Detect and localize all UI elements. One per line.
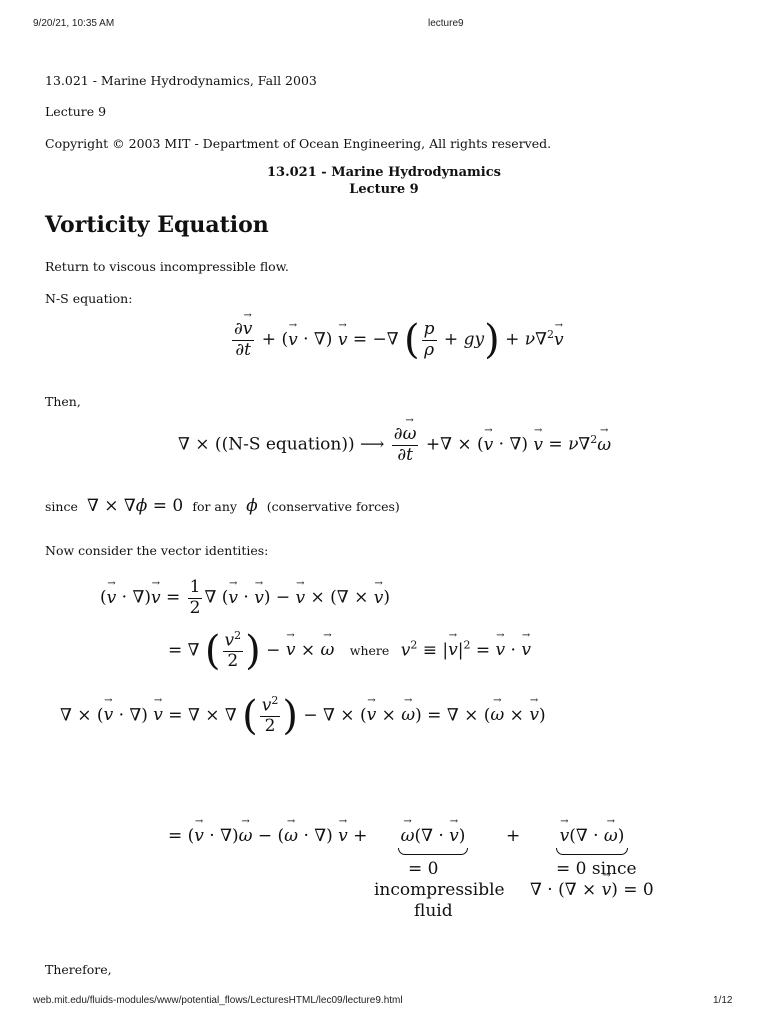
div-curl-zero: ∇ · (∇ × v →) = 0 xyxy=(530,880,654,900)
paragraph-therefore: Therefore, xyxy=(45,962,112,977)
incompressible-label: incompressible xyxy=(374,880,505,900)
identity-1: (v → · ∇)v → = $\frac{1}{2}$ ∇ (v → · v →) − v → × (∇ × v →) xyxy=(100,578,390,618)
eq-zero-label: = 0 xyxy=(408,859,439,879)
ns-label: (N-S equation) xyxy=(221,434,348,455)
fluid-label: fluid xyxy=(414,901,453,921)
print-title: lecture9 xyxy=(428,18,464,29)
copyright-line: Copyright © 2003 MIT - Department of Ocean Engineering, All rights reserved. xyxy=(45,136,552,151)
term-omega-div-v: ω →(∇ · v →) xyxy=(398,826,468,855)
print-datetime: 9/20/21, 10:35 AM xyxy=(33,18,115,29)
course-line: 13.021 - Marine Hydrodynamics, Fall 2003 xyxy=(45,73,317,88)
conservative-text: (conservative forces) xyxy=(266,499,400,514)
footer-url: web.mit.edu/fluids-modules/www/potential_flows/LecturesHTML/lec09/lecture9.html xyxy=(33,995,403,1006)
for-any-text: for any xyxy=(192,499,237,514)
footer-page: 1/12 xyxy=(713,995,733,1006)
paragraph-viscous: Return to viscous incompressible flow. xyxy=(45,259,289,274)
paragraph-then: Then, xyxy=(45,394,81,409)
since-line: since ∇ × ∇ϕ = 0 for any ϕ (conservative forces) xyxy=(45,496,400,516)
paragraph-identities: Now consider the vector identities: xyxy=(45,543,269,558)
expansion-line: = (v → · ∇)ω → − (ω → · ∇) v → + xyxy=(168,826,367,846)
since-text: since xyxy=(45,499,78,514)
center-title-1: 13.021 - Marine Hydrodynamics xyxy=(267,165,501,180)
identity-2: = ∇ ( $\frac{v^2}{2}$ ) − v → × ω → where $v^2 \equiv |v \to|^2 = v$ → · v → xyxy=(168,630,531,672)
center-title-2: Lecture 9 xyxy=(349,182,419,197)
plus-sign: + xyxy=(506,826,521,846)
where-text: where xyxy=(349,643,390,659)
lecture-line: Lecture 9 xyxy=(45,104,107,119)
identity-3: ∇ × (v → · ∇) v → = ∇ × ∇ ( $\frac{v^2}{2}$ ) − ∇ × (v → × ω →) = ∇ × (ω → × v →) xyxy=(60,695,546,737)
ns-equation: $\frac{\partial v \to}{\partial t}$ + (v → · ∇) v → = −∇ ( $\frac{p}{\rho}$ + gy) + ν∇$^2$v → xyxy=(230,320,564,360)
zero-since-label: = 0 since xyxy=(556,859,637,879)
vorticity-equation: ∇ × ((N-S equation)) ⟶ $\frac{\partial\omega \to}{\partial t}$ +∇ × (v → · ∇) v → = ν∇$^2$ω → xyxy=(178,425,611,465)
term-v-div-omega: v →(∇ · ω →) xyxy=(556,826,628,855)
paragraph-ns: N-S equation: xyxy=(45,291,133,306)
section-title: Vorticity Equation xyxy=(45,212,269,238)
